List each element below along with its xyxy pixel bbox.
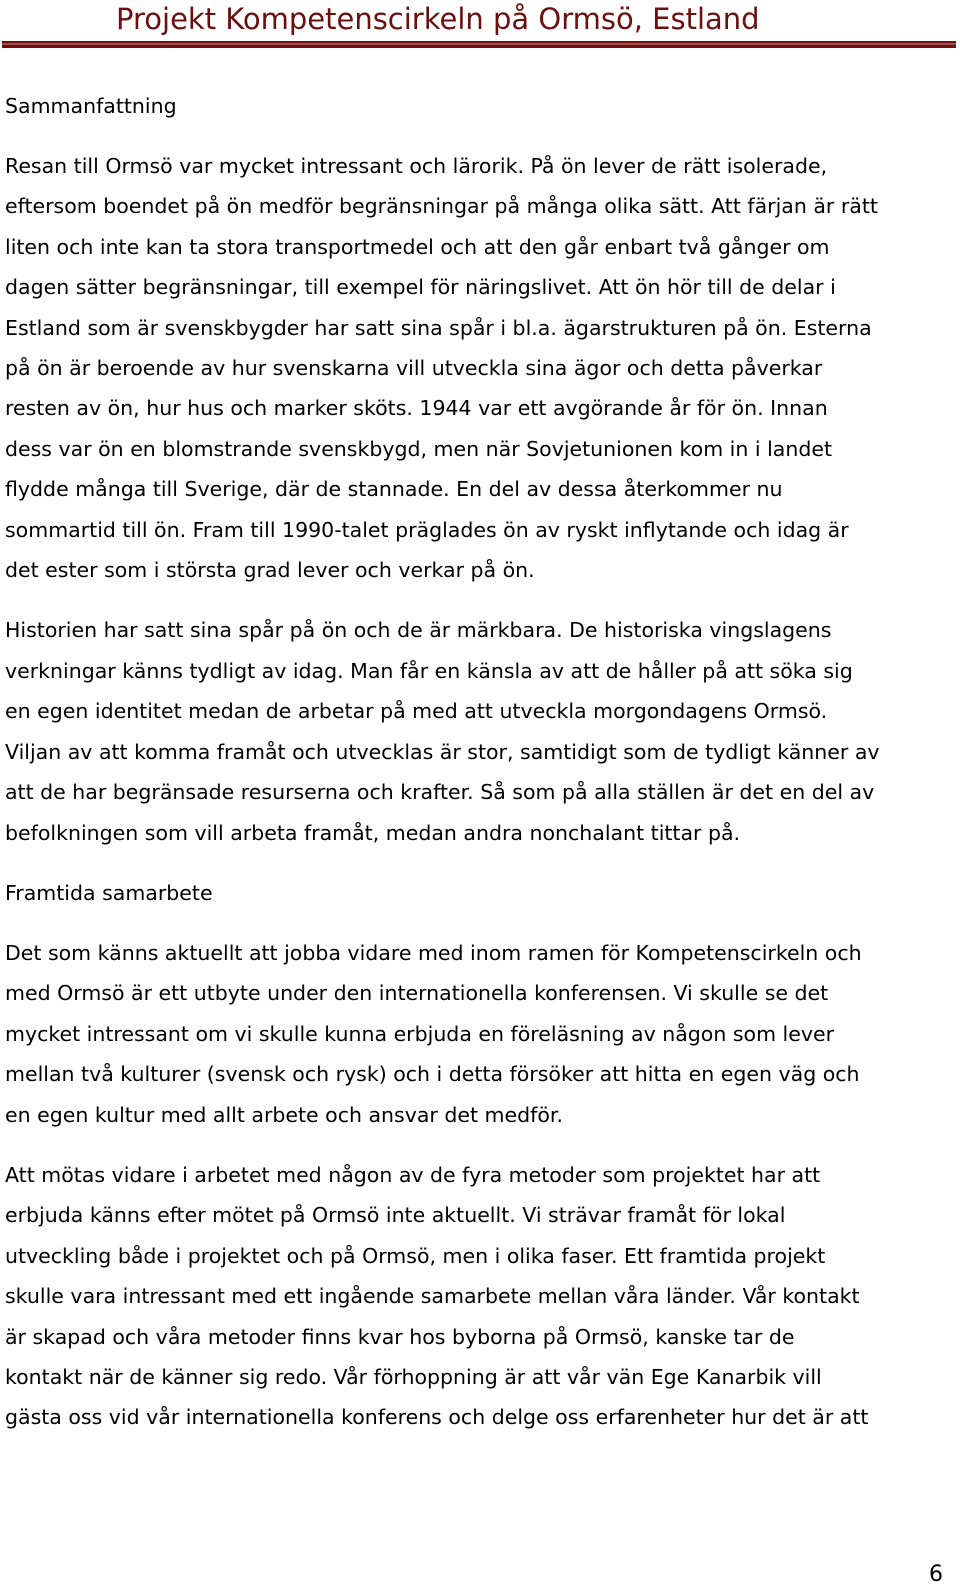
text-line: erbjuda känns efter mötet på Ormsö inte aktuellt. Vi strävar framåt för lokal [5, 1203, 786, 1228]
text-line: är skapad och våra metoder finns kvar hos byborna på Ormsö, kanske tar de [5, 1324, 795, 1349]
page-number: 6 [929, 1562, 943, 1587]
text-line: en egen kultur med allt arbete och ansvar det medför. [5, 1102, 563, 1127]
text-line: dess var ön en blomstrande svenskbygd, men när Sovjetunionen kom in i landet [5, 436, 833, 461]
text-line: resten av ön, hur hus och marker sköts. 1944 var ett avgörande år för ön. Innan [5, 396, 828, 421]
text-line: Att mötas vidare i arbetet med någon av de fyra metoder som projektet har att [5, 1162, 821, 1187]
text-line: mycket intressant om vi skulle kunna erbjuda en föreläsning av någon som lever [5, 1021, 835, 1046]
text-line: gästa oss vid vår internationella konferens och delge oss erfarenheter hur det är att [5, 1405, 869, 1430]
spacer [5, 590, 953, 610]
text-line: en egen identitet medan de arbetar på med att utveckla morgondagens Ormsö. [5, 699, 828, 724]
paragraph [5, 1155, 953, 1438]
text-line: Resan till Ormsö var mycket intressant och lärorik. På ön lever de rätt isolerade, [5, 154, 828, 178]
paragraph [5, 146, 953, 590]
paragraph [5, 933, 953, 1135]
text-line: med Ormsö är ett utbyte under den internationella konferensen. Vi skulle se det [5, 981, 829, 1006]
spacer [5, 853, 953, 873]
text-line: det ester som i största grad lever och verkar på ön. [5, 558, 535, 583]
text-line: utveckling både i projektet och på Ormsö, men i olika faser. Ett framtida projekt [5, 1243, 826, 1268]
text-line: Historien har satt sina spår på ön och de är märkbara. De historiska vingslagens [5, 618, 832, 643]
section-heading: Sammanfattning [5, 94, 177, 118]
text-line: befolkningen som vill arbeta framåt, medan andra nonchalant tittar på. [5, 820, 741, 845]
text-line: kontakt när de känner sig redo. Vår förhoppning är att vår vän Ege Kanarbik vill [5, 1364, 822, 1389]
text-line: eftersom boendet på ön medför begränsningar på många olika sätt. Att färjan är rätt [5, 194, 878, 219]
text-line: Estland som är svenskbygder har satt sina spår i bl.a. ägarstrukturen på ön. Esterna [5, 315, 872, 340]
spacer [5, 126, 953, 146]
text-line: skulle vara intressant med ett ingående samarbete mellan våra länder. Vår kontakt [5, 1284, 860, 1309]
text-line: på ön är beroende av hur svenskarna vill utveckla sina ägor och detta påverkar [5, 356, 823, 381]
text-line: liten och inte kan ta stora transportmedel och att den går enbart två gånger om [5, 234, 830, 259]
text-line: verkningar känns tydligt av idag. Man får en känsla av att de håller på att söka sig [5, 658, 853, 683]
text-line: Det som känns aktuellt att jobba vidare med inom ramen för Kompetenscirkeln och [5, 940, 862, 965]
text-line: Viljan av att komma framåt och utvecklas är stor, samtidigt som de tydligt känner av [5, 739, 880, 764]
text-line: sommartid till ön. Fram till 1990-talet präglades ön av ryskt inflytande och idag är [5, 517, 849, 542]
running-header-title: Projekt Kompetenscirkeln på Ormsö, Estland [116, 2, 760, 36]
text-line: flydde många till Sverige, där de stannade. En del av dessa återkommer nu [5, 477, 783, 502]
text-line: mellan två kulturer (svensk och rysk) och i detta försöker att hitta en egen väg och [5, 1062, 860, 1087]
header-divider [2, 41, 956, 48]
text-line: dagen sätter begränsningar, till exempel för näringslivet. Att ön hör till de delar i [5, 275, 836, 300]
spacer [5, 913, 953, 933]
spacer [5, 1135, 953, 1155]
document-body [5, 86, 953, 1438]
section-heading: Framtida samarbete [5, 880, 213, 905]
text-line: att de har begränsade resurserna och krafter. Så som på alla ställen är det en del av [5, 780, 875, 805]
paragraph [5, 610, 953, 852]
